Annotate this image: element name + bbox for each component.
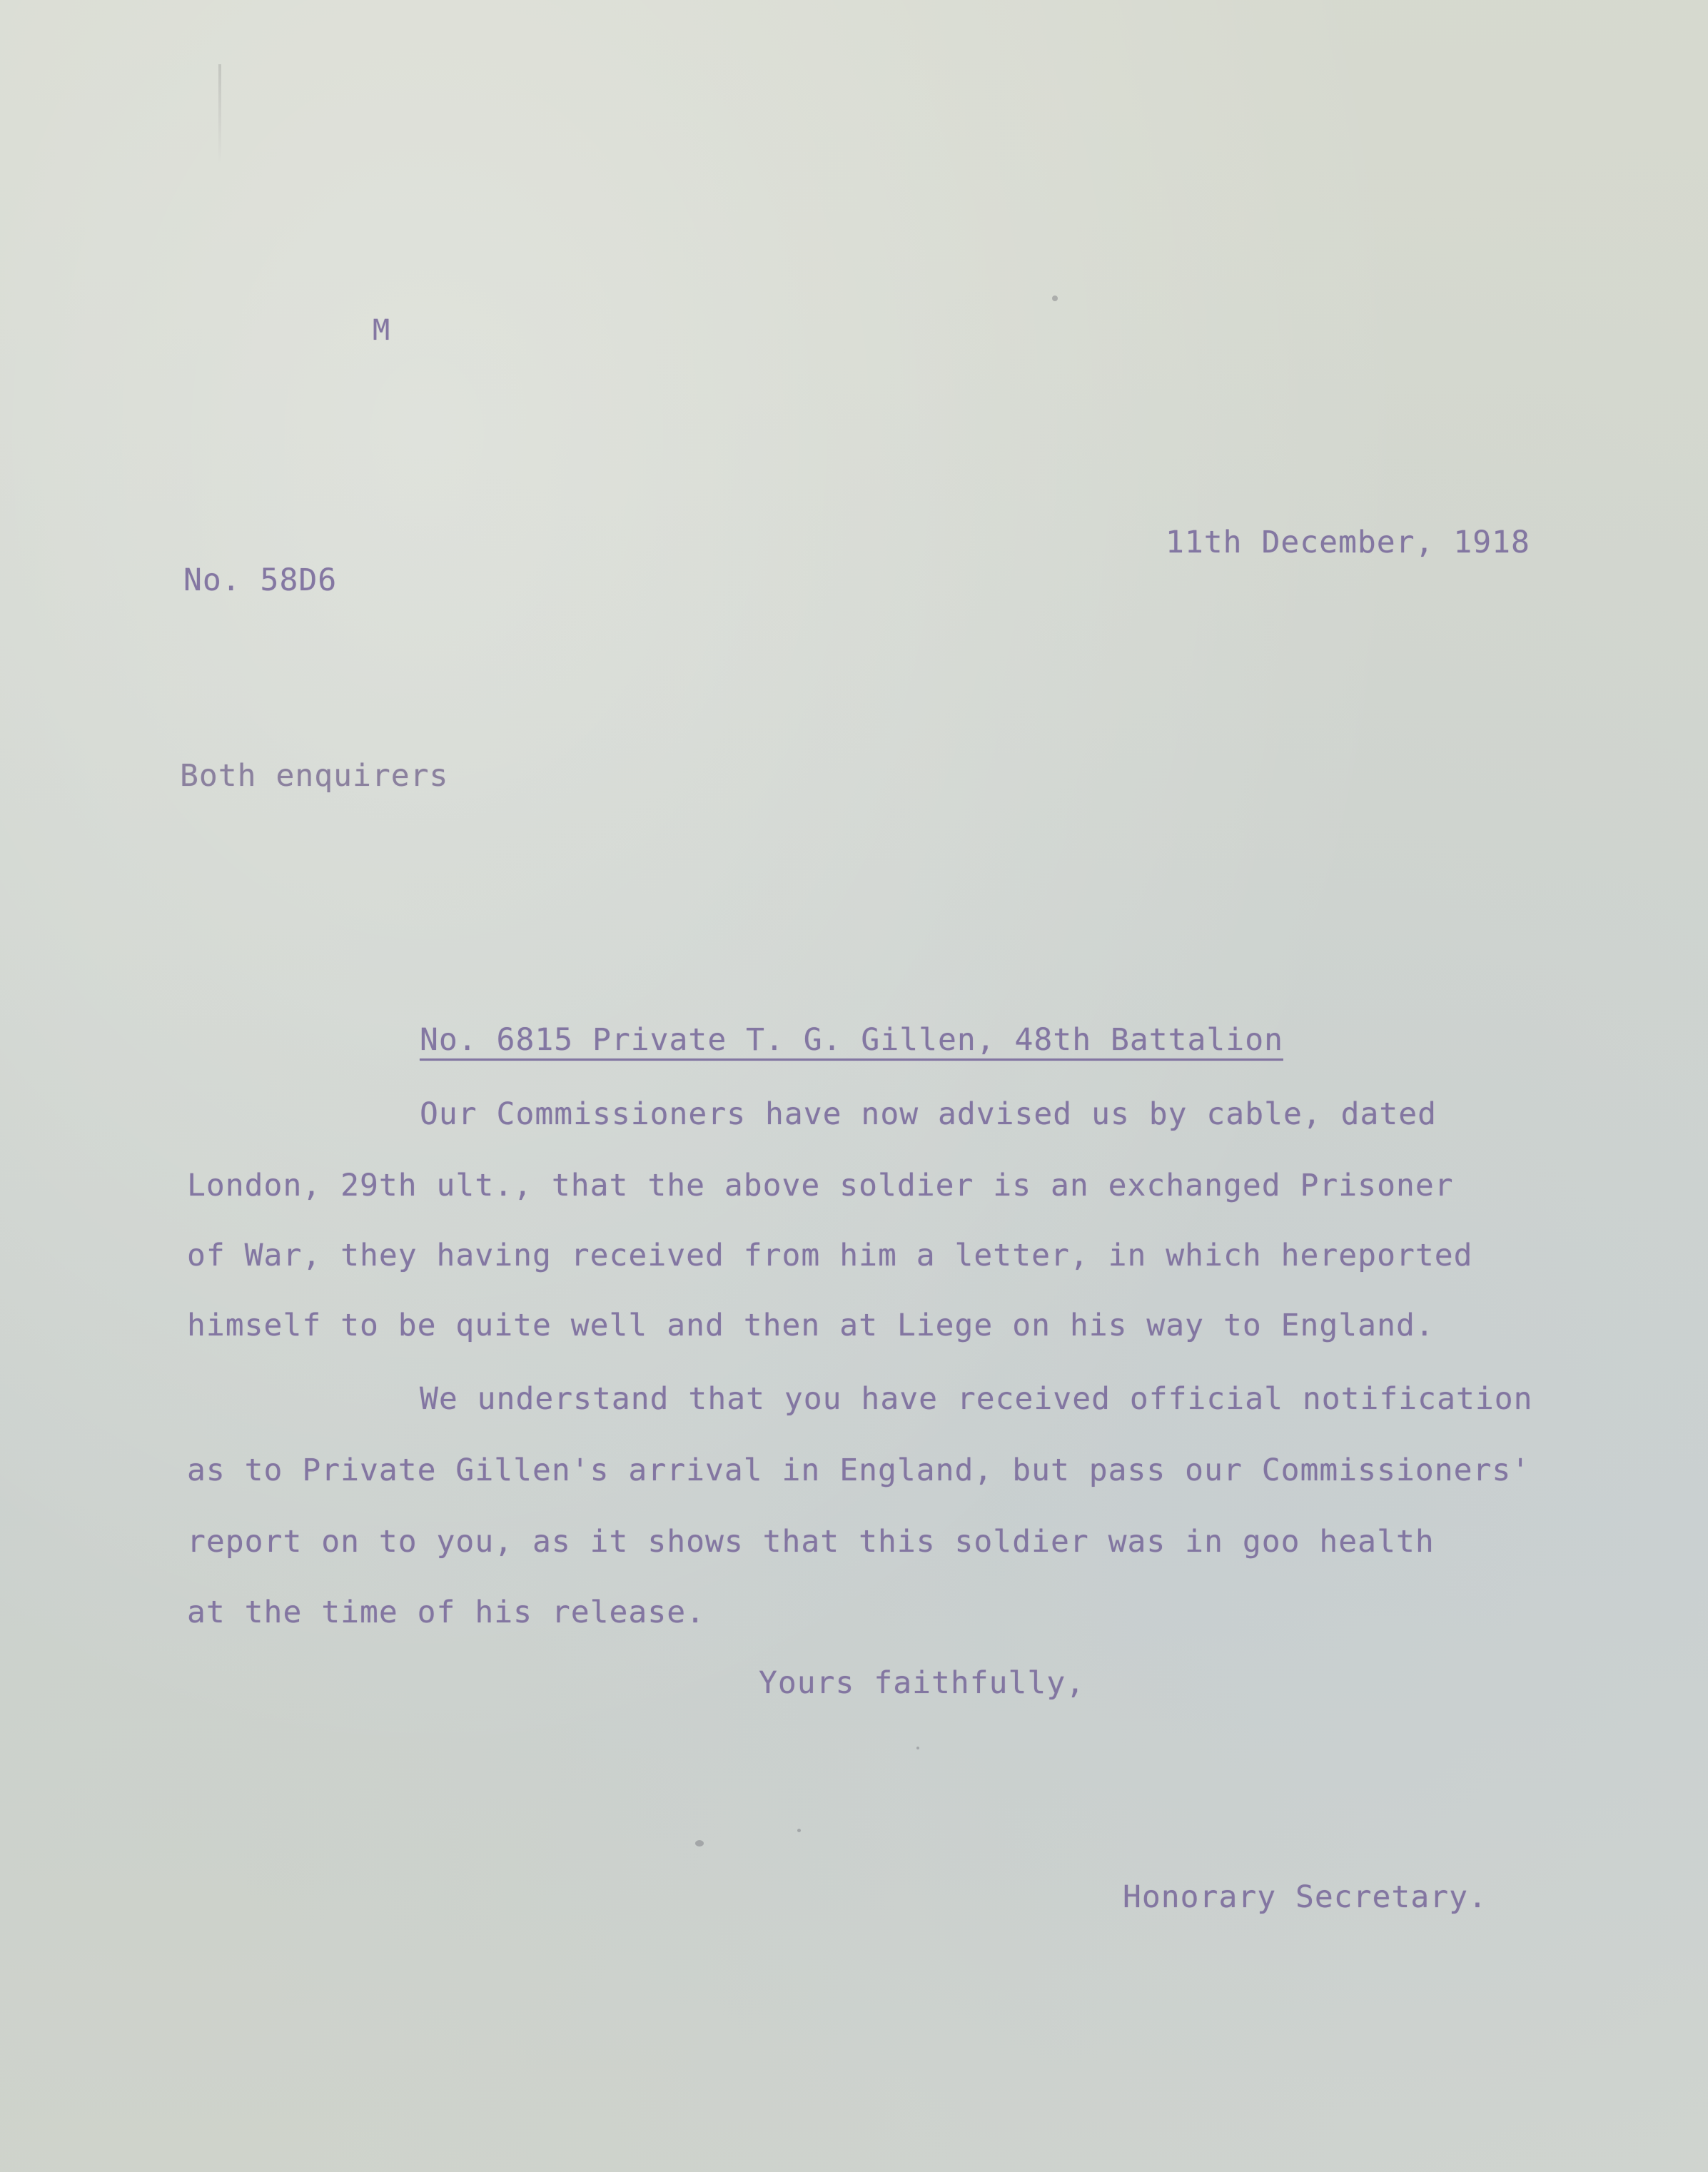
letter-initial: M — [373, 314, 391, 347]
addressee: Both enquirers — [180, 758, 449, 794]
body-line: himself to be quite well and then at Liege on his way to England. — [187, 1308, 1435, 1343]
letter-date: 11th December, 1918 — [1166, 525, 1530, 560]
paper-speck — [1052, 296, 1058, 301]
paper-speck — [695, 1840, 704, 1847]
body-line: We understand that you have received official notification — [420, 1381, 1533, 1417]
body-line: at the time of his release. — [187, 1595, 705, 1630]
subject-line: No. 6815 Private T. G. Gillen, 48th Battalion — [420, 1022, 1283, 1058]
body-line: Our Commissioners have now advised us by cable, dated — [420, 1096, 1437, 1132]
signature-title: Honorary Secretary. — [1123, 1879, 1487, 1915]
body-line: report on to you, as it shows that this soldier was in goo health — [187, 1524, 1435, 1560]
body-line: London, 29th ult., that the above soldier is an exchanged Prisoner — [187, 1168, 1454, 1203]
closing: Yours faithfully, — [759, 1665, 1086, 1701]
paper-blemish — [218, 64, 221, 164]
paper-speck — [797, 1829, 801, 1832]
body-line: as to Private Gillen's arrival in England, but pass our Commissioners' — [187, 1453, 1531, 1488]
reference-number: No. 58D6 — [183, 562, 338, 598]
paper-speck — [916, 1747, 919, 1749]
body-line: of War, they having received from him a letter, in which hereported — [187, 1238, 1473, 1273]
